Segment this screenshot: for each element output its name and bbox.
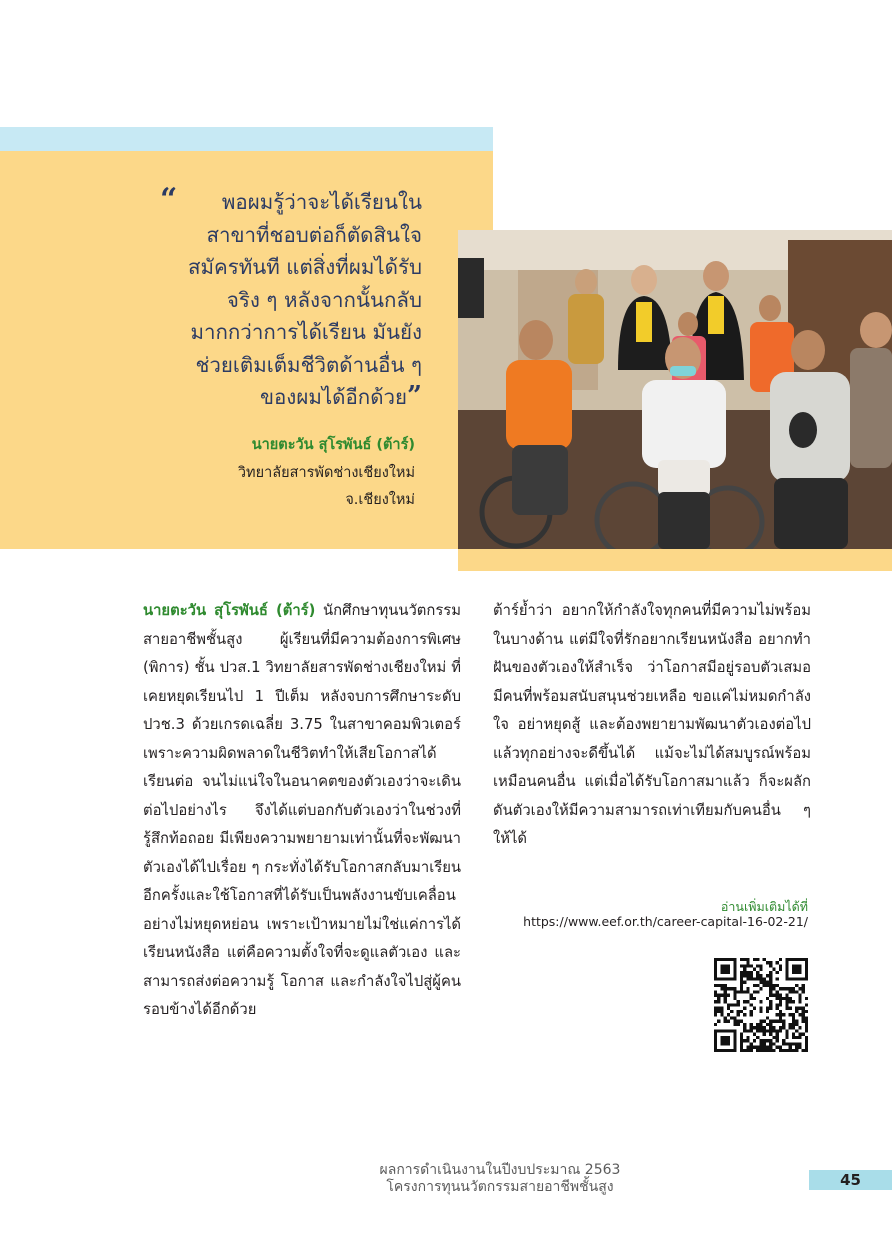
qr-code-icon[interactable] xyxy=(714,958,808,1052)
read-more-label: อ่านเพิ่มเติมได้ที่ xyxy=(720,899,808,914)
footer-report-title: ผลการดำเนินงานในปีงบประมาณ 2563 xyxy=(379,1162,621,1178)
quote-line: ของผมได้อีกด้วย xyxy=(259,385,408,409)
body-column-right xyxy=(493,597,811,854)
quote-line-last xyxy=(160,381,422,414)
quote-line: จริง ๆ หลังจากนั้นกลับ xyxy=(226,287,422,312)
quote-line: พอผมรู้ว่าจะได้เรียนใน xyxy=(221,190,422,214)
quote-line: ช่วยเติมเต็มชีวิตด้านอื่น ๆ xyxy=(195,352,422,377)
footer-project-name: โครงการทุนนวัตกรรมสายอาชีพชั้นสูง xyxy=(386,1179,614,1195)
cyan-header-strip xyxy=(0,127,493,151)
close-quote-icon: ” xyxy=(407,381,422,411)
quote-line: มากกว่าการได้เรียน มันยัง xyxy=(190,320,422,344)
qr-code-graphic xyxy=(714,958,808,1052)
read-more-block xyxy=(523,899,808,929)
read-more-link[interactable]: https://www.eef.or.th/career-capital-16-02-21/ xyxy=(523,914,808,929)
quote-line: สาขาที่ชอบต่อก็ตัดสินใจ xyxy=(206,222,422,247)
pull-quote xyxy=(160,182,422,414)
group-photo-illustration xyxy=(458,230,892,549)
page-footer xyxy=(300,1162,700,1196)
group-photo xyxy=(458,230,892,549)
quote-line: สมัครทันที แต่สิ่งที่ผมได้รับ xyxy=(187,255,422,279)
author-name: นายตะวัน สุโรพันธ์ (ต้าร์) xyxy=(251,437,415,453)
quote-attribution xyxy=(238,432,415,515)
photo-underline-band xyxy=(458,549,892,571)
author-organization: วิทยาลัยสารพัดช่างเชียงใหม่ xyxy=(237,464,415,481)
student-name-highlight: นายตะวัน สุโรพันธ์ (ต้าร์) xyxy=(143,602,316,619)
open-quote-icon: “ xyxy=(160,182,178,217)
page-number: 45 xyxy=(840,1171,861,1189)
body-paragraph-right: ต้าร์ย้ำว่า อยากให้กำลังใจทุกคนที่มีความไม่พร้อมในบางด้าน แต่มีใจที่รักอยากเรียนหนังสือ อยากทำฝันของตัวเองให้สำเร็จ ว่าโอกาสมีอยู่รอบตัวเสมอ มีคนที่พร้อมสนับสนุนช่วยเหลือ ขอแค่ไม่หมดกำลังใจ อย่าหยุดสู้ และต้องพยายามพัฒนาตัวเองต่อไป แล้วทุกอย่างจะดีขึ้นได้ แม้จะไม่ได้สมบูรณ์พร้อมเหมือนคนอื่น แต่เมื่อได้รับโอกาสมาแล้ว ก็จะผลักดันตัวเองให้มีความสามารถเท่าเทียมกับคนอื่น ๆ ให้ได้ xyxy=(493,602,811,847)
body-paragraph-left: นักศึกษาทุนนวัตกรรมสายอาชีพชั้นสูง ผู้เรียนที่มีความต้องการพิเศษ (พิการ) ชั้น ปวส.1 วิทยาลัยสารพัดช่างเชียงใหม่ ที่เคยหยุดเรียนไป 1 ปีเต็ม หลังจบการศึกษาระดับ ปวช.3 ด้วยเกรดเฉลี่ย 3.75 ในสาขาคอมพิวเตอร์ เพราะความผิดพลาดในชีวิตทำให้เสียโอกาสได้เรียนต่อ จนไม่แน่ใจในอนาคตของตัวเองว่าจะเดินต่อไปอย่างไร จึงได้แต่บอกกับตัวเองว่าในช่วงที่รู้สึกท้อถอย มีเพียงความพยายามเท่านั้นที่จะพัฒนาตัวเองได้ไปเรื่อย ๆ กระทั่งได้รับโอกาสกลับมาเรียนอีกครั้งและใช้โอกาสที่ได้รับเป็นพลังงานขับเคลื่อนอย่างไม่หยุดหย่อน เพราะเป้าหมายไม่ใช่แค่การได้เรียนหนังสือ แต่คือความตั้งใจที่จะดูแลตัวเอง และสามารถส่งต่อความรู้ โอกาส และกำลังใจไปสู่ผู้คนรอบข้างได้อีกด้วย xyxy=(143,602,461,1018)
body-column-left xyxy=(143,597,461,1025)
author-province: จ.เชียงใหม่ xyxy=(345,492,415,508)
